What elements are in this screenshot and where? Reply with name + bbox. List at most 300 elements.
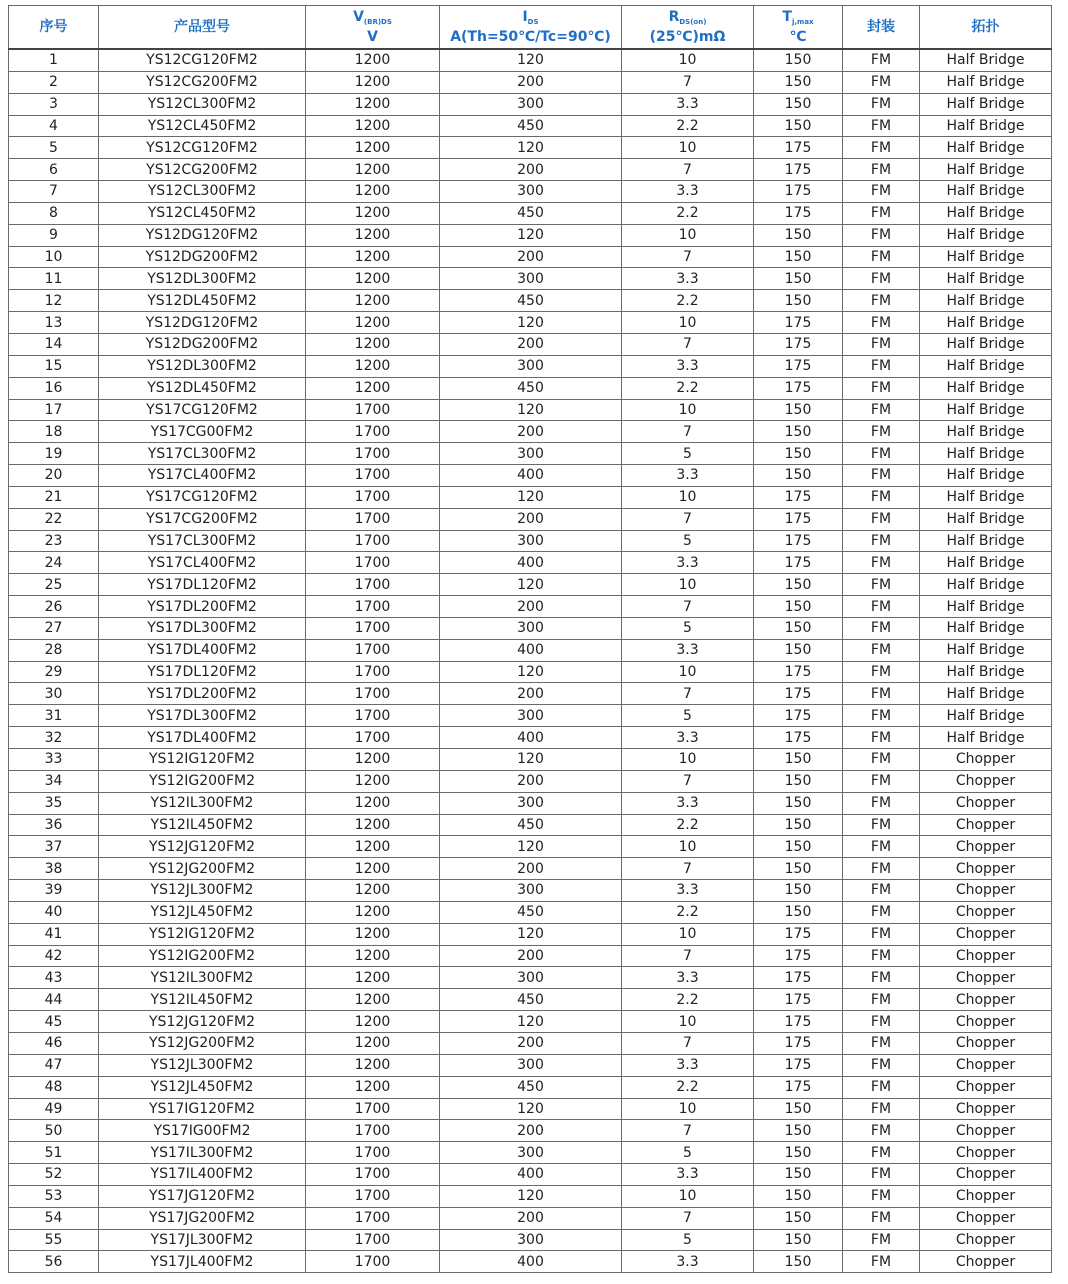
cell-model: YS12DG200FM2 (99, 246, 306, 268)
cell-package: FM (843, 465, 920, 487)
cell-topology: Half Bridge (920, 596, 1052, 618)
cell-resistance: 3.3 (622, 792, 754, 814)
cell-current: 120 (440, 399, 622, 421)
cell-index: 37 (9, 836, 99, 858)
cell-current: 200 (440, 421, 622, 443)
cell-voltage: 1200 (306, 1054, 440, 1076)
cell-package: FM (843, 705, 920, 727)
cell-resistance: 2.2 (622, 115, 754, 137)
cell-package: FM (843, 71, 920, 93)
cell-topology: Half Bridge (920, 290, 1052, 312)
cell-voltage: 1200 (306, 836, 440, 858)
cell-package: FM (843, 1098, 920, 1120)
cell-index: 13 (9, 312, 99, 334)
table-body (9, 49, 1052, 1273)
cell-index: 30 (9, 683, 99, 705)
cell-voltage: 1200 (306, 814, 440, 836)
table-row (9, 836, 1052, 858)
cell-model: YS12IL300FM2 (99, 792, 306, 814)
cell-voltage: 1700 (306, 1207, 440, 1229)
header-current-sub: DS (527, 17, 539, 26)
cell-temperature: 150 (754, 814, 843, 836)
cell-voltage: 1200 (306, 49, 440, 71)
cell-current: 120 (440, 1185, 622, 1207)
cell-topology: Half Bridge (920, 159, 1052, 181)
header-temperature-unit: ℃ (789, 28, 807, 45)
table-row (9, 71, 1052, 93)
cell-model: YS12CL450FM2 (99, 202, 306, 224)
cell-temperature: 150 (754, 224, 843, 246)
cell-voltage: 1200 (306, 290, 440, 312)
header-package-label: 封装 (867, 18, 895, 35)
table-row (9, 421, 1052, 443)
cell-topology: Half Bridge (920, 683, 1052, 705)
cell-voltage: 1200 (306, 967, 440, 989)
table-row (9, 639, 1052, 661)
cell-package: FM (843, 923, 920, 945)
cell-model: YS17DL400FM2 (99, 639, 306, 661)
table-row (9, 705, 1052, 727)
cell-current: 120 (440, 486, 622, 508)
cell-topology: Half Bridge (920, 181, 1052, 203)
cell-voltage: 1700 (306, 421, 440, 443)
table-row (9, 333, 1052, 355)
cell-topology: Half Bridge (920, 486, 1052, 508)
cell-voltage: 1200 (306, 181, 440, 203)
cell-topology: Half Bridge (920, 246, 1052, 268)
cell-topology: Half Bridge (920, 661, 1052, 683)
cell-resistance: 10 (622, 1185, 754, 1207)
cell-resistance: 7 (622, 333, 754, 355)
table-row (9, 1076, 1052, 1098)
table-row (9, 49, 1052, 71)
cell-current: 300 (440, 967, 622, 989)
cell-current: 120 (440, 1098, 622, 1120)
table-row (9, 574, 1052, 596)
cell-index: 8 (9, 202, 99, 224)
cell-index: 25 (9, 574, 99, 596)
cell-index: 10 (9, 246, 99, 268)
cell-package: FM (843, 945, 920, 967)
header-topology-label: 拓扑 (971, 18, 1000, 35)
cell-package: FM (843, 159, 920, 181)
cell-model: YS12JL450FM2 (99, 901, 306, 923)
cell-model: YS12JL300FM2 (99, 1054, 306, 1076)
cell-temperature: 175 (754, 508, 843, 530)
cell-topology: Chopper (920, 1054, 1052, 1076)
cell-topology: Chopper (920, 1032, 1052, 1054)
cell-topology: Half Bridge (920, 617, 1052, 639)
cell-package: FM (843, 290, 920, 312)
cell-voltage: 1700 (306, 574, 440, 596)
cell-package: FM (843, 1185, 920, 1207)
header-resistance (622, 6, 754, 50)
header-voltage-main: V (353, 8, 364, 25)
cell-voltage: 1200 (306, 246, 440, 268)
cell-package: FM (843, 333, 920, 355)
cell-model: YS12DL450FM2 (99, 290, 306, 312)
cell-temperature: 175 (754, 333, 843, 355)
cell-package: FM (843, 1164, 920, 1186)
cell-current: 120 (440, 312, 622, 334)
cell-model: YS12CG120FM2 (99, 137, 306, 159)
cell-voltage: 1700 (306, 508, 440, 530)
cell-voltage: 1200 (306, 377, 440, 399)
table-row (9, 749, 1052, 771)
cell-current: 200 (440, 596, 622, 618)
cell-voltage: 1200 (306, 749, 440, 771)
cell-voltage: 1700 (306, 1164, 440, 1186)
cell-package: FM (843, 49, 920, 71)
cell-resistance: 10 (622, 1098, 754, 1120)
header-voltage-unit: V (367, 28, 378, 45)
cell-model: YS12DL300FM2 (99, 355, 306, 377)
cell-current: 300 (440, 880, 622, 902)
cell-package: FM (843, 617, 920, 639)
cell-temperature: 150 (754, 1185, 843, 1207)
cell-temperature: 150 (754, 770, 843, 792)
cell-temperature: 175 (754, 705, 843, 727)
cell-model: YS17DL300FM2 (99, 705, 306, 727)
cell-voltage: 1700 (306, 1142, 440, 1164)
cell-package: FM (843, 1229, 920, 1251)
cell-temperature: 175 (754, 552, 843, 574)
cell-index: 1 (9, 49, 99, 71)
cell-package: FM (843, 770, 920, 792)
cell-temperature: 175 (754, 1032, 843, 1054)
cell-temperature: 175 (754, 355, 843, 377)
cell-package: FM (843, 530, 920, 552)
cell-topology: Chopper (920, 836, 1052, 858)
cell-voltage: 1200 (306, 224, 440, 246)
cell-current: 450 (440, 202, 622, 224)
cell-topology: Chopper (920, 792, 1052, 814)
cell-resistance: 10 (622, 574, 754, 596)
cell-temperature: 150 (754, 639, 843, 661)
cell-model: YS12IL450FM2 (99, 814, 306, 836)
table-row (9, 901, 1052, 923)
cell-package: FM (843, 814, 920, 836)
cell-temperature: 150 (754, 617, 843, 639)
cell-resistance: 7 (622, 1032, 754, 1054)
cell-voltage: 1700 (306, 486, 440, 508)
cell-topology: Half Bridge (920, 574, 1052, 596)
cell-index: 40 (9, 901, 99, 923)
cell-voltage: 1200 (306, 901, 440, 923)
cell-temperature: 175 (754, 683, 843, 705)
cell-index: 39 (9, 880, 99, 902)
cell-voltage: 1700 (306, 705, 440, 727)
header-package (843, 6, 920, 50)
table-row (9, 967, 1052, 989)
cell-voltage: 1700 (306, 1120, 440, 1142)
cell-topology: Half Bridge (920, 312, 1052, 334)
header-voltage-sub: (BR)DS (363, 17, 392, 26)
table-row (9, 880, 1052, 902)
cell-index: 27 (9, 617, 99, 639)
cell-topology: Half Bridge (920, 377, 1052, 399)
cell-model: YS17CL300FM2 (99, 530, 306, 552)
cell-voltage: 1700 (306, 661, 440, 683)
cell-voltage: 1200 (306, 115, 440, 137)
cell-current: 300 (440, 181, 622, 203)
cell-temperature: 150 (754, 858, 843, 880)
cell-index: 51 (9, 1142, 99, 1164)
table-row (9, 246, 1052, 268)
cell-current: 120 (440, 137, 622, 159)
cell-model: YS17IG00FM2 (99, 1120, 306, 1142)
cell-model: YS17DL200FM2 (99, 683, 306, 705)
cell-index: 36 (9, 814, 99, 836)
table-row (9, 1098, 1052, 1120)
cell-topology: Half Bridge (920, 115, 1052, 137)
cell-voltage: 1200 (306, 333, 440, 355)
cell-index: 20 (9, 465, 99, 487)
table-row (9, 399, 1052, 421)
cell-current: 120 (440, 923, 622, 945)
cell-temperature: 175 (754, 137, 843, 159)
cell-index: 28 (9, 639, 99, 661)
cell-index: 9 (9, 224, 99, 246)
cell-topology: Chopper (920, 989, 1052, 1011)
cell-current: 200 (440, 770, 622, 792)
cell-topology: Chopper (920, 967, 1052, 989)
cell-temperature: 175 (754, 945, 843, 967)
cell-topology: Chopper (920, 858, 1052, 880)
cell-temperature: 175 (754, 486, 843, 508)
table-row (9, 1054, 1052, 1076)
cell-package: FM (843, 901, 920, 923)
table-row (9, 377, 1052, 399)
cell-current: 200 (440, 945, 622, 967)
cell-temperature: 150 (754, 246, 843, 268)
cell-resistance: 7 (622, 246, 754, 268)
cell-topology: Half Bridge (920, 202, 1052, 224)
cell-model: YS12CG200FM2 (99, 71, 306, 93)
cell-resistance: 3.3 (622, 181, 754, 203)
cell-voltage: 1200 (306, 923, 440, 945)
cell-resistance: 3.3 (622, 465, 754, 487)
cell-package: FM (843, 574, 920, 596)
cell-index: 11 (9, 268, 99, 290)
cell-topology: Chopper (920, 1164, 1052, 1186)
table-row (9, 596, 1052, 618)
header-voltage (306, 6, 440, 50)
cell-voltage: 1200 (306, 945, 440, 967)
table-row (9, 858, 1052, 880)
cell-model: YS12DL300FM2 (99, 268, 306, 290)
cell-resistance: 5 (622, 1229, 754, 1251)
cell-model: YS17DL400FM2 (99, 727, 306, 749)
cell-index: 15 (9, 355, 99, 377)
table-row (9, 93, 1052, 115)
table-row (9, 923, 1052, 945)
cell-voltage: 1200 (306, 159, 440, 181)
cell-model: YS12IG120FM2 (99, 749, 306, 771)
cell-current: 400 (440, 727, 622, 749)
header-current (440, 6, 622, 50)
cell-voltage: 1700 (306, 1098, 440, 1120)
table-row (9, 181, 1052, 203)
cell-model: YS12IG120FM2 (99, 923, 306, 945)
cell-model: YS17IL300FM2 (99, 1142, 306, 1164)
product-table-container (8, 5, 1051, 1273)
header-row (9, 6, 1052, 50)
cell-model: YS17DL300FM2 (99, 617, 306, 639)
cell-topology: Half Bridge (920, 639, 1052, 661)
cell-current: 400 (440, 552, 622, 574)
cell-temperature: 175 (754, 181, 843, 203)
table-row (9, 792, 1052, 814)
cell-package: FM (843, 639, 920, 661)
cell-model: YS17CG120FM2 (99, 486, 306, 508)
cell-package: FM (843, 421, 920, 443)
cell-package: FM (843, 792, 920, 814)
cell-resistance: 2.2 (622, 989, 754, 1011)
table-row (9, 1164, 1052, 1186)
table-row (9, 268, 1052, 290)
cell-topology: Half Bridge (920, 421, 1052, 443)
cell-package: FM (843, 355, 920, 377)
table-row (9, 727, 1052, 749)
cell-temperature: 150 (754, 901, 843, 923)
table-row (9, 224, 1052, 246)
cell-topology: Chopper (920, 880, 1052, 902)
cell-temperature: 150 (754, 836, 843, 858)
table-row (9, 1229, 1052, 1251)
cell-index: 33 (9, 749, 99, 771)
cell-model: YS17DL120FM2 (99, 574, 306, 596)
cell-resistance: 7 (622, 1207, 754, 1229)
cell-topology: Half Bridge (920, 508, 1052, 530)
cell-model: YS17IL400FM2 (99, 1164, 306, 1186)
cell-topology: Chopper (920, 1120, 1052, 1142)
cell-current: 450 (440, 290, 622, 312)
header-temperature-sub: j,max (791, 17, 814, 26)
cell-topology: Half Bridge (920, 333, 1052, 355)
cell-voltage: 1200 (306, 770, 440, 792)
cell-model: YS17CL400FM2 (99, 552, 306, 574)
cell-current: 200 (440, 333, 622, 355)
cell-model: YS17CL300FM2 (99, 443, 306, 465)
table-row (9, 552, 1052, 574)
cell-index: 54 (9, 1207, 99, 1229)
cell-current: 200 (440, 246, 622, 268)
cell-resistance: 7 (622, 1120, 754, 1142)
cell-topology: Half Bridge (920, 71, 1052, 93)
cell-resistance: 10 (622, 49, 754, 71)
cell-package: FM (843, 377, 920, 399)
cell-current: 400 (440, 1164, 622, 1186)
cell-index: 7 (9, 181, 99, 203)
cell-voltage: 1700 (306, 399, 440, 421)
cell-model: YS17DL120FM2 (99, 661, 306, 683)
cell-package: FM (843, 989, 920, 1011)
cell-current: 450 (440, 901, 622, 923)
table-row (9, 508, 1052, 530)
cell-model: YS12DG200FM2 (99, 333, 306, 355)
cell-current: 300 (440, 1229, 622, 1251)
cell-temperature: 150 (754, 1164, 843, 1186)
cell-current: 200 (440, 858, 622, 880)
cell-model: YS12JG200FM2 (99, 1032, 306, 1054)
cell-voltage: 1200 (306, 137, 440, 159)
cell-current: 450 (440, 989, 622, 1011)
cell-model: YS12CG120FM2 (99, 49, 306, 71)
cell-index: 26 (9, 596, 99, 618)
cell-topology: Half Bridge (920, 268, 1052, 290)
cell-current: 120 (440, 1011, 622, 1033)
cell-temperature: 150 (754, 1207, 843, 1229)
cell-temperature: 175 (754, 1054, 843, 1076)
cell-topology: Half Bridge (920, 552, 1052, 574)
cell-index: 6 (9, 159, 99, 181)
cell-package: FM (843, 1032, 920, 1054)
cell-index: 22 (9, 508, 99, 530)
header-resistance-symbol (622, 10, 753, 30)
cell-package: FM (843, 661, 920, 683)
cell-resistance: 5 (622, 443, 754, 465)
cell-temperature: 150 (754, 749, 843, 771)
cell-voltage: 1700 (306, 1229, 440, 1251)
cell-resistance: 3.3 (622, 1054, 754, 1076)
header-model-label: 产品型号 (174, 18, 230, 35)
cell-index: 34 (9, 770, 99, 792)
header-temperature-main: T (782, 8, 792, 25)
cell-topology: Chopper (920, 1142, 1052, 1164)
cell-resistance: 10 (622, 224, 754, 246)
cell-model: YS17JL400FM2 (99, 1251, 306, 1273)
cell-model: YS17JL300FM2 (99, 1229, 306, 1251)
cell-current: 120 (440, 574, 622, 596)
cell-resistance: 10 (622, 1011, 754, 1033)
cell-temperature: 150 (754, 290, 843, 312)
cell-temperature: 175 (754, 530, 843, 552)
cell-resistance: 2.2 (622, 202, 754, 224)
header-temperature-symbol (754, 10, 842, 30)
table-row (9, 945, 1052, 967)
cell-package: FM (843, 836, 920, 858)
cell-model: YS12JG120FM2 (99, 1011, 306, 1033)
cell-current: 300 (440, 93, 622, 115)
cell-voltage: 1200 (306, 202, 440, 224)
cell-package: FM (843, 508, 920, 530)
cell-voltage: 1700 (306, 727, 440, 749)
cell-voltage: 1200 (306, 1076, 440, 1098)
cell-temperature: 150 (754, 1229, 843, 1251)
cell-voltage: 1200 (306, 792, 440, 814)
cell-resistance: 10 (622, 749, 754, 771)
cell-package: FM (843, 749, 920, 771)
header-resistance-main: R (668, 8, 680, 25)
table-row (9, 290, 1052, 312)
cell-resistance: 10 (622, 137, 754, 159)
cell-package: FM (843, 202, 920, 224)
header-voltage-symbol (306, 10, 439, 30)
cell-index: 19 (9, 443, 99, 465)
cell-resistance: 3.3 (622, 268, 754, 290)
cell-package: FM (843, 399, 920, 421)
cell-topology: Chopper (920, 1076, 1052, 1098)
cell-voltage: 1700 (306, 552, 440, 574)
table-row (9, 312, 1052, 334)
cell-package: FM (843, 1054, 920, 1076)
cell-temperature: 175 (754, 661, 843, 683)
cell-model: YS12IL450FM2 (99, 989, 306, 1011)
cell-index: 50 (9, 1120, 99, 1142)
cell-current: 300 (440, 705, 622, 727)
cell-index: 45 (9, 1011, 99, 1033)
